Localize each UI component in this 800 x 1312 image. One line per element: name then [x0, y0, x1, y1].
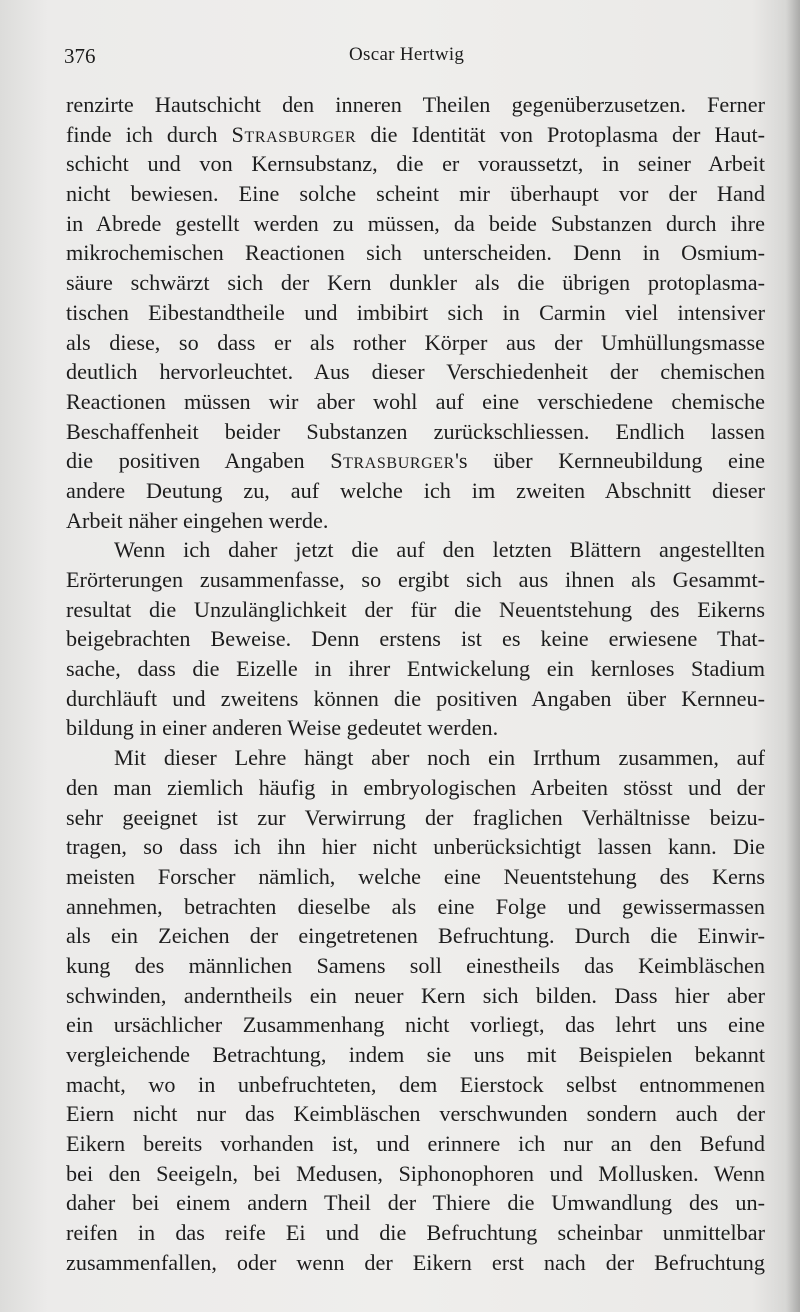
text-line: Reactionen müssen wir aber wohl auf eine verschiedene chemische — [66, 388, 765, 414]
text-line: säure schwärzt sich der Kern dunkler als die übrigen protoplasma- — [66, 270, 765, 296]
text-line: die positiven Angaben Strasburger's über Kernneubildung eine — [66, 448, 765, 474]
text-line: vergleichende Betrachtung, indem sie uns mit Beispielen bekannt — [66, 1042, 765, 1067]
text-line: deutlich hervorleuchtet. Aus dieser Verschiedenheit der chemischen — [66, 359, 765, 385]
text-line: zusammenfallen, oder wenn der Eikern erst nach der Befruchtung — [66, 1249, 765, 1275]
text-line: daher bei einem andern Theil der Thiere die Umwandlung des un- — [66, 1190, 765, 1216]
body-text — [66, 90, 765, 1278]
page-edge-shadow — [786, 0, 800, 1312]
text-line: tischen Eibestandtheile und imbibirt sich in Carmin viel intensiver — [66, 299, 765, 325]
text-line: tragen, so dass ich ihn hier nicht unberücksichtigt lassen kann. Die — [66, 834, 765, 860]
text-line: als diese, so dass er als rother Körper aus der Umhüllungsmasse — [66, 329, 765, 355]
text-line: ein ursächlicher Zusammenhang nicht vorliegt, das lehrt uns eine — [66, 1012, 765, 1038]
text-line: beigebrachten Beweise. Denn erstens ist es keine erwiesene That- — [66, 626, 765, 652]
text-line: annehmen, betrachten dieselbe als eine Folge und gewissermassen — [66, 893, 765, 919]
text-line: als ein Zeichen der eingetretenen Befruchtung. Durch die Einwir- — [66, 923, 765, 949]
text-line: Beschaffenheit beider Substanzen zurückschliessen. Endlich lassen — [66, 418, 765, 444]
text-line: meisten Forscher nämlich, welche eine Neuentstehung des Kerns — [66, 863, 765, 889]
text-line: Eikern bereits vorhanden ist, und erinnere ich nur an den Befund — [66, 1131, 765, 1157]
text-line: bildung in einer anderen Weise gedeutet werden. — [66, 715, 499, 741]
text-line: Arbeit näher eingehen werde. — [66, 507, 329, 533]
author-name-smallcaps: Strasburger — [231, 121, 357, 147]
text-line: sehr geeignet ist zur Verwirrung der fraglichen Verhältnisse beizu- — [66, 804, 765, 830]
text-line: bei den Seeigeln, bei Medusen, Siphonophoren und Mollusken. Wenn — [66, 1160, 765, 1186]
text-line: mikrochemischen Reactionen sich unterscheiden. Denn in Osmium- — [66, 240, 765, 266]
text-line: andere Deutung zu, auf welche ich im zweiten Abschnitt dieser — [66, 477, 765, 503]
text-line: schwinden, anderntheils ein neuer Kern sich bilden. Dass hier aber — [66, 982, 765, 1008]
text-line: den man ziemlich häufig in embryologischen Arbeiten stösst und der — [66, 774, 765, 800]
text-line: in Abrede gestellt werden zu müssen, da beide Substanzen durch ihre — [66, 210, 765, 236]
text-line: Wenn ich daher jetzt die auf den letzten Blättern angestellten — [114, 537, 765, 563]
text-line: reifen in das reife Ei und die Befruchtung scheinbar unmittelbar — [66, 1220, 765, 1246]
running-head: Oscar Hertwig — [349, 44, 465, 65]
text-line: schicht und von Kernsubstanz, die er voraussetzt, in seiner Arbeit — [66, 151, 765, 177]
text-line: macht, wo in unbefruchteten, dem Eierstock selbst entnommenen — [66, 1071, 765, 1097]
text-line: Eiern nicht nur das Keimbläschen verschwunden sondern auch der — [66, 1101, 765, 1127]
text-line: resultat die Unzulänglichkeit der für die Neuentstehung des Eikerns — [66, 596, 765, 622]
text-line: durchläuft und zweitens können die positiven Angaben über Kernneu- — [66, 685, 765, 711]
text-line: Erörterungen zusammenfasse, so ergibt sich aus ihnen als Gesammt- — [66, 567, 765, 592]
page-number: 376 — [64, 44, 96, 68]
text-line: nicht bewiesen. Eine solche scheint mir überhaupt vor der Hand — [66, 181, 765, 207]
text-line: sache, dass die Eizelle in ihrer Entwickelung ein kernloses Stadium — [66, 656, 765, 682]
text-line: kung des männlichen Samens soll einestheils das Keimbläschen — [66, 952, 765, 978]
text-line: renzirte Hautschicht den inneren Theilen gegenüberzusetzen. Ferner — [66, 92, 765, 117]
author-name-smallcaps: Strasburger — [330, 448, 455, 474]
text-line: finde ich durch Strasburger die Identität von Protoplasma der Haut- — [66, 121, 765, 147]
text-line: Mit dieser Lehre hängt aber noch ein Irrthum zusammen, auf — [114, 745, 765, 771]
page-header — [64, 40, 754, 72]
